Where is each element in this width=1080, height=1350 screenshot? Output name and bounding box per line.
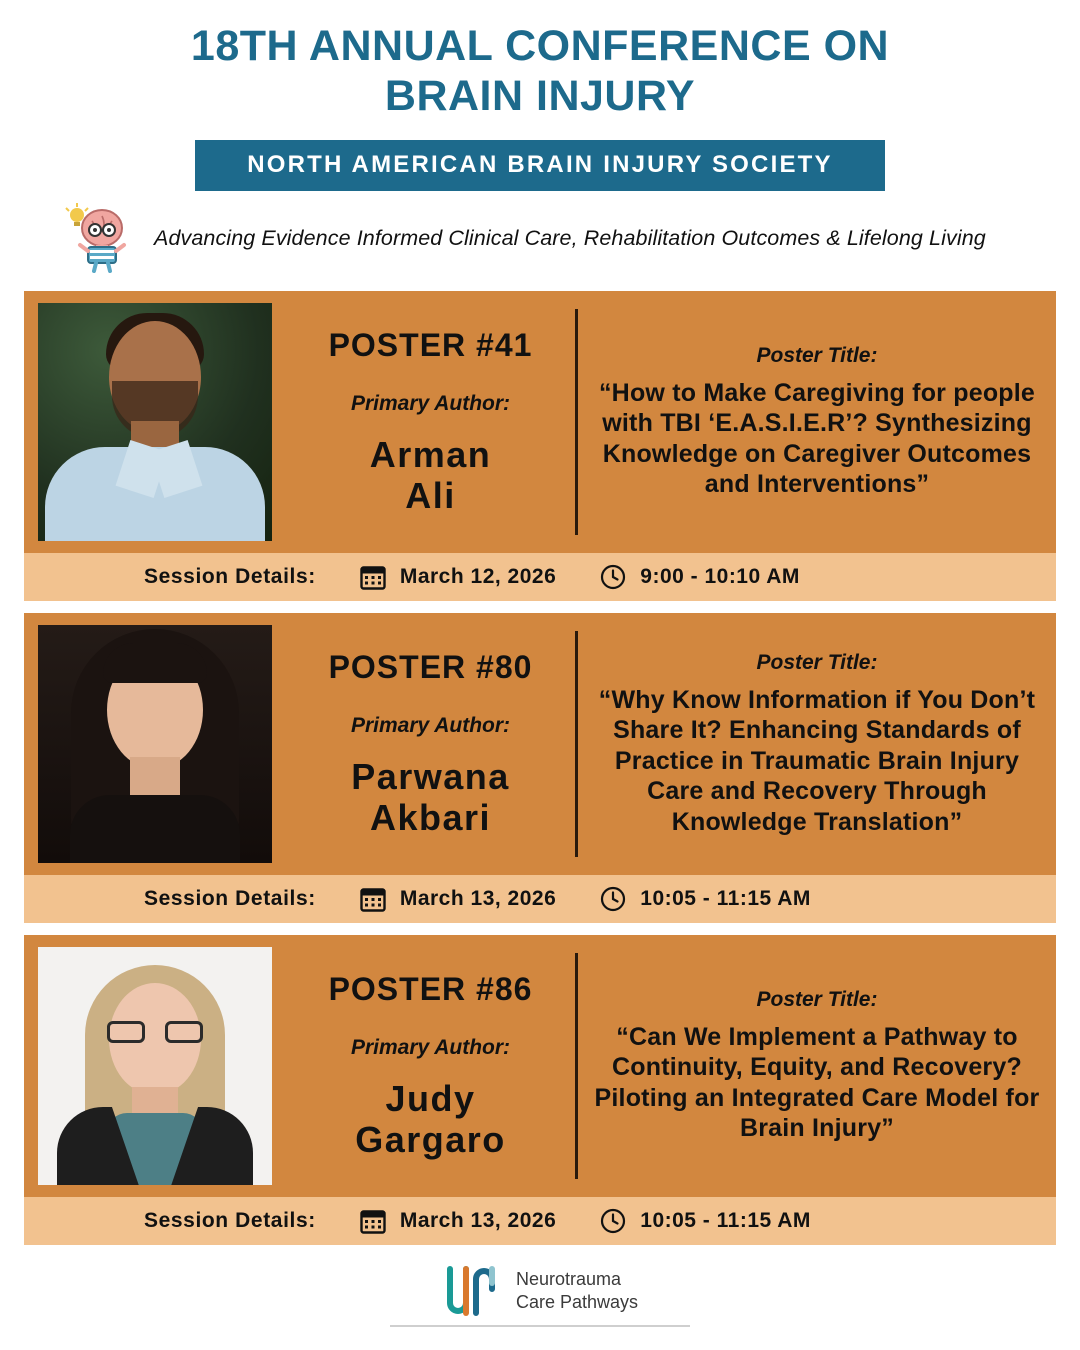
session-date: March 13, 2026 (399, 1208, 557, 1232)
poster-title-label: Poster Title: (756, 650, 878, 674)
session-details-label: Session Details: (144, 564, 316, 588)
photo-wrap (38, 947, 286, 1185)
primary-author-label: Primary Author: (350, 1036, 511, 1060)
session-details-label: Session Details: (144, 1208, 316, 1232)
society-banner: NORTH AMERICAN BRAIN INJURY SOCIETY (195, 140, 885, 191)
author-name-line1: Judy (385, 1078, 476, 1120)
poster-right-column (578, 625, 1056, 863)
author-name-line1: Parwana (351, 756, 510, 798)
session-date: March 13, 2026 (399, 886, 557, 910)
photo-wrap (38, 303, 286, 541)
poster-right-column (578, 947, 1056, 1185)
tagline: Advancing Evidence Informed Clinical Care, Rehabilitation Outcomes & Lifelong Living (154, 226, 986, 251)
poster-title: “How to Make Caregiving for people with TBI ‘E.A.S.I.E.R’? Synthesizing Knowledge on Caregiver Outcomes and Interventions” (598, 378, 1036, 499)
poster-left-column (286, 947, 575, 1185)
clock-icon (600, 1208, 626, 1234)
session-date: March 12, 2026 (399, 564, 557, 588)
author-name-line2: Gargaro (355, 1119, 506, 1161)
author-name (351, 756, 510, 838)
clock-icon (600, 886, 626, 912)
poster-card-main (24, 613, 1056, 875)
session-details-bar (24, 1197, 1056, 1245)
page-title: 18TH ANNUAL CONFERENCE ON BRAIN INJURY (190, 22, 890, 120)
avatar (38, 947, 272, 1185)
poster-left-column (286, 303, 575, 541)
session-details-label: Session Details: (144, 886, 316, 910)
footer-divider (390, 1325, 690, 1327)
header (0, 0, 1080, 191)
poster-card-main (24, 935, 1056, 1197)
session-details-bar (24, 553, 1056, 601)
session-time: 9:00 - 10:10 AM (640, 564, 800, 588)
avatar (38, 303, 272, 541)
poster-left-column (286, 625, 575, 863)
footer-line1: Neurotrauma (515, 1269, 622, 1290)
session-time: 10:05 - 11:15 AM (640, 886, 811, 910)
poster-title-label: Poster Title: (756, 987, 878, 1011)
primary-author-label: Primary Author: (350, 392, 511, 416)
poster-number: POSTER #86 (328, 971, 533, 1008)
calendar-icon (360, 886, 386, 912)
calendar-icon (360, 1208, 386, 1234)
poster-card (24, 935, 1056, 1245)
footer (0, 1263, 1080, 1319)
photo-wrap (38, 625, 286, 863)
session-time: 10:05 - 11:15 AM (640, 1208, 811, 1232)
clock-icon (600, 564, 626, 590)
poster-title-label: Poster Title: (756, 343, 878, 367)
poster-right-column (578, 303, 1056, 541)
footer-text (516, 1268, 638, 1313)
poster-title: “Why Know Information if You Don’t Share It? Enhancing Standards of Practice in Traumatic Brain Injury Care and Recovery Through Knowledge Translation” (598, 685, 1036, 836)
avatar (38, 625, 272, 863)
author-name (370, 434, 492, 516)
poster-cards (0, 291, 1080, 1245)
tagline-row (60, 203, 1080, 275)
footer-line2: Care Pathways (515, 1291, 639, 1312)
poster-card-main (24, 291, 1056, 553)
poster-card (24, 291, 1056, 601)
brain-mascot-icon (60, 203, 140, 275)
session-details-bar (24, 875, 1056, 923)
neurotrauma-care-pathways-logo (442, 1263, 504, 1319)
poster-title: “Can We Implement a Pathway to Continuity, Equity, and Recovery? Piloting an Integrated Care Model for Brain Injury” (594, 1022, 1040, 1143)
author-name-line2: Akbari (369, 797, 492, 839)
primary-author-label: Primary Author: (350, 714, 511, 738)
author-name-line1: Arman (369, 434, 492, 476)
poster-number: POSTER #80 (328, 649, 533, 686)
calendar-icon (360, 564, 386, 590)
author-name (355, 1078, 506, 1160)
author-name-line2: Ali (405, 475, 456, 517)
poster-card (24, 613, 1056, 923)
poster-number: POSTER #41 (328, 327, 533, 364)
